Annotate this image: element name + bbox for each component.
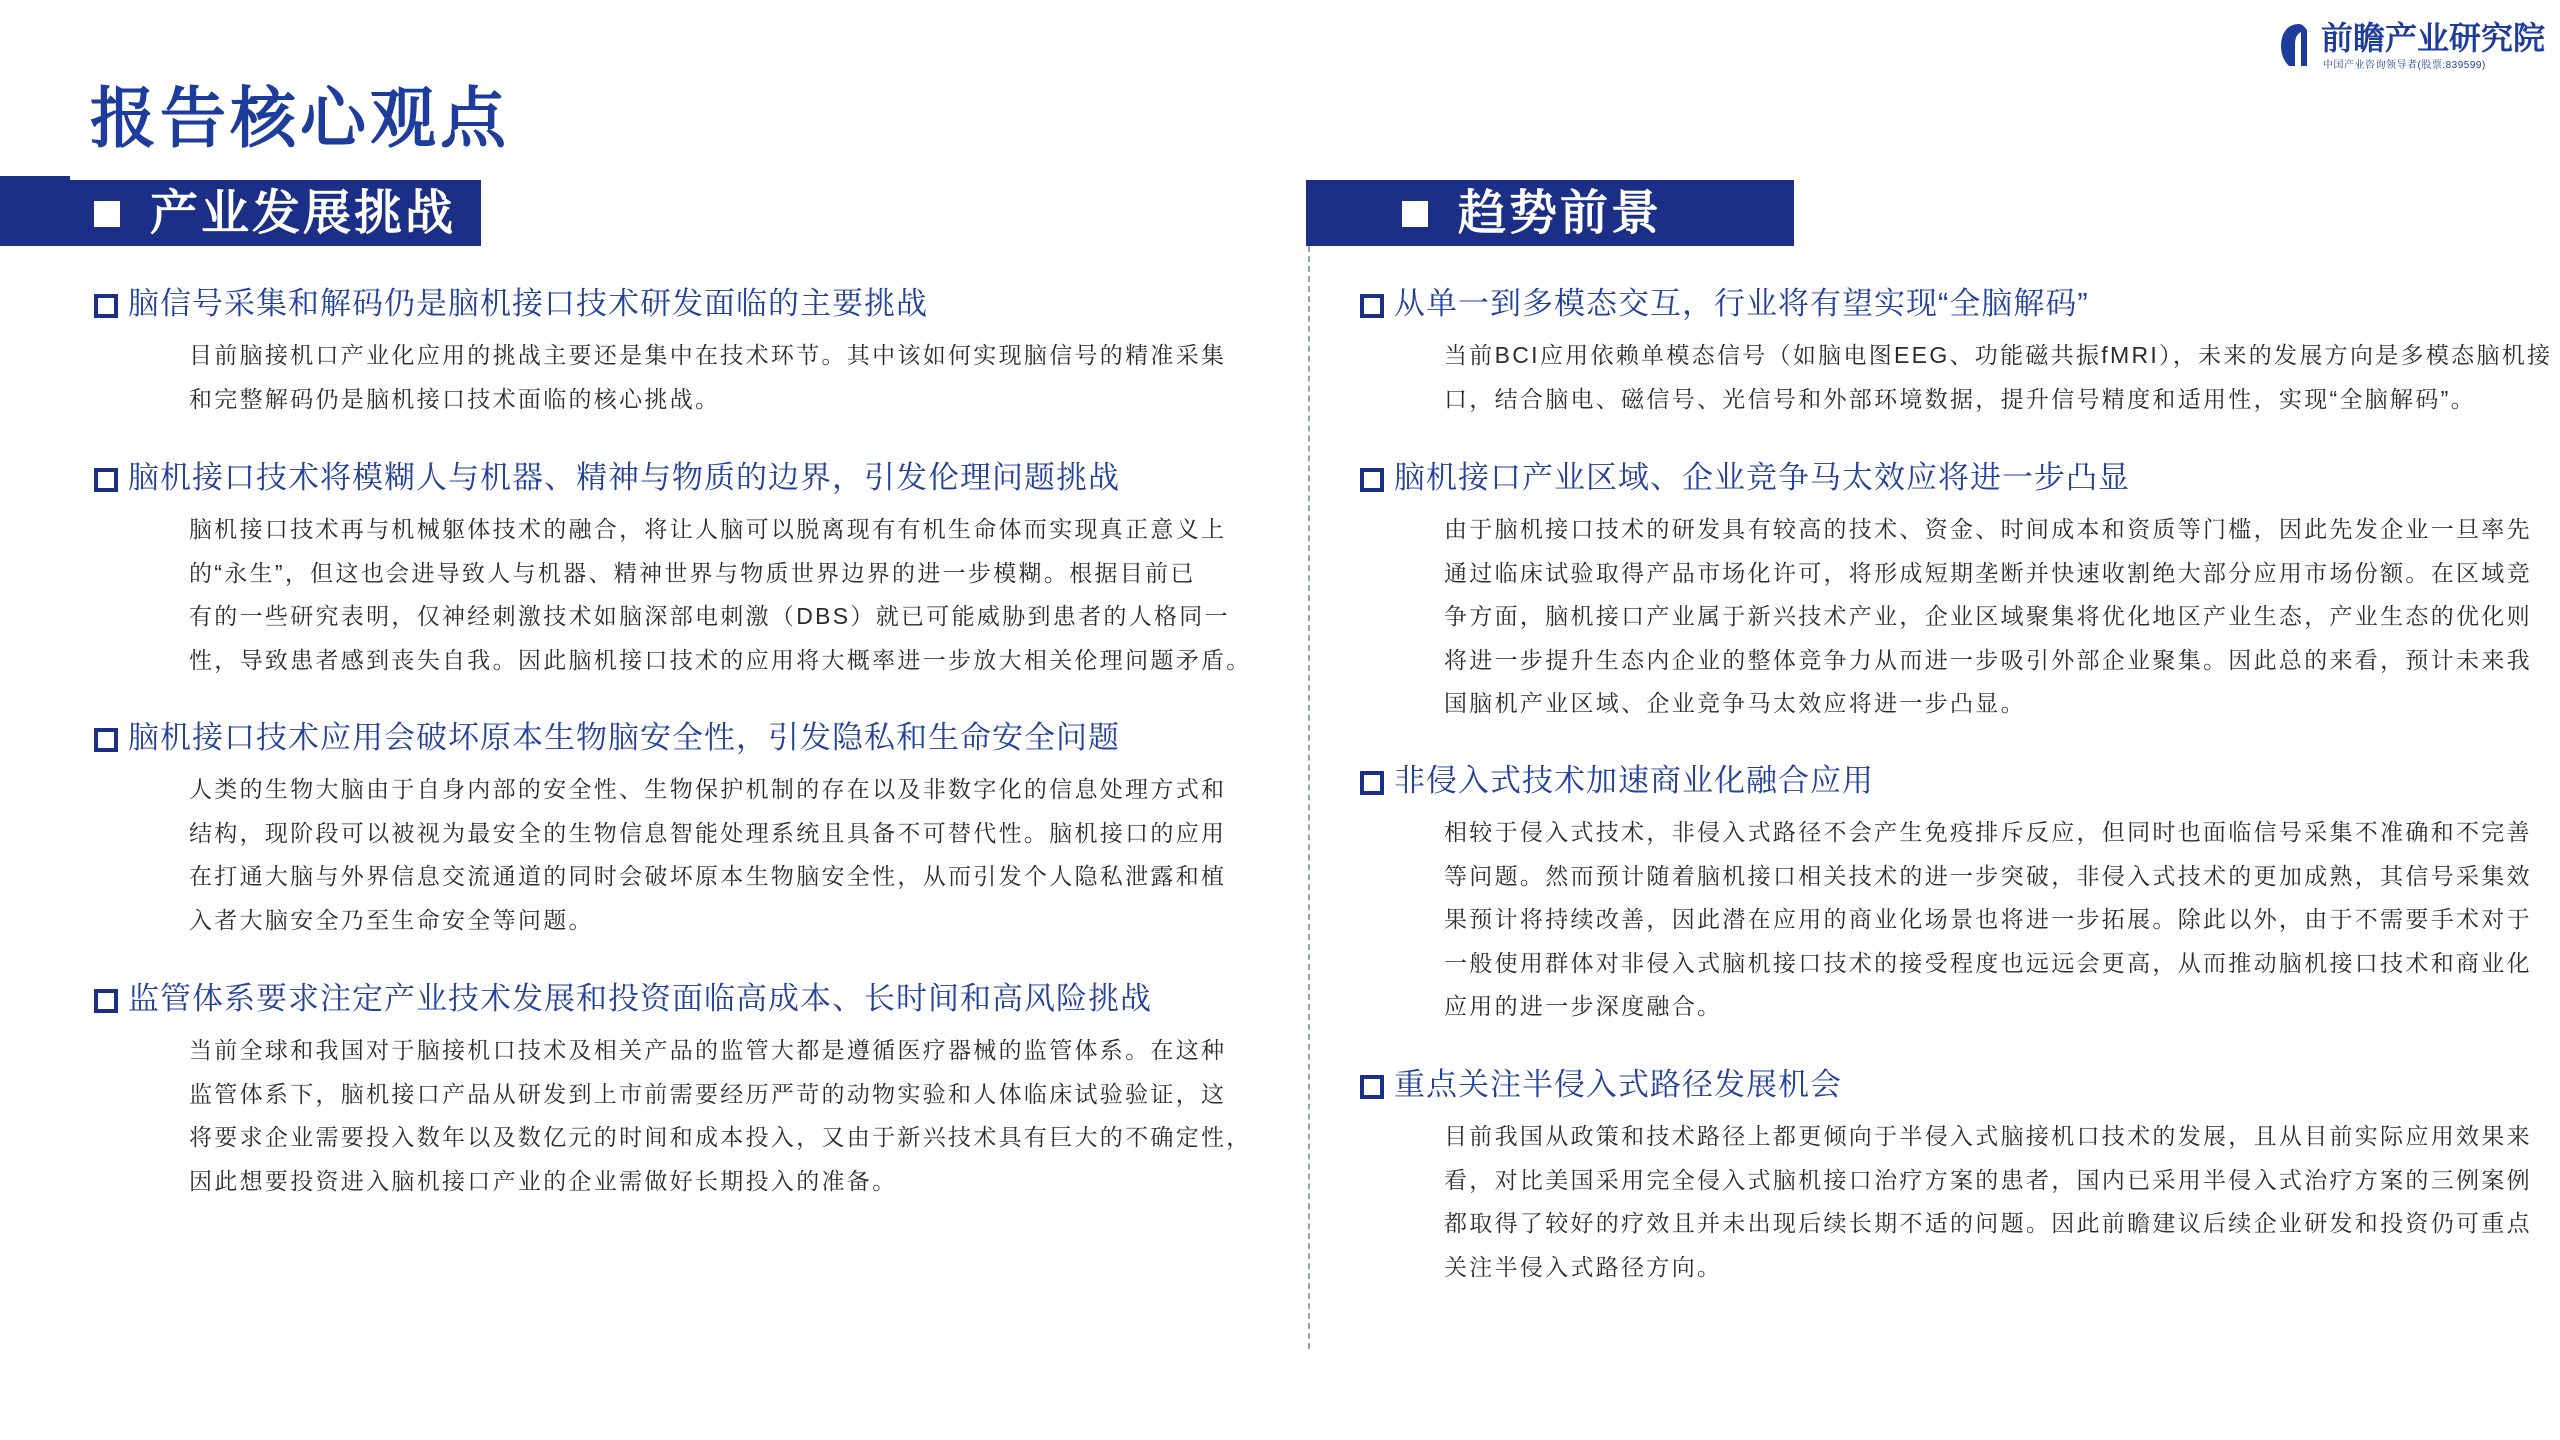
logo-icon (2281, 22, 2317, 66)
point-item (94, 284, 1226, 421)
body-line: 因此想要投资进入脑机接口产业的企业需做好长期投入的准备。 (189, 1167, 898, 1194)
checkbox-bullet-icon (94, 989, 118, 1013)
checkbox-bullet-icon (1360, 468, 1384, 492)
logo-name: 前瞻产业研究院 (2321, 20, 2546, 56)
body-line: 一般使用群体对非侵入式脑机接口技术的接受程度也远远会更高，从而推动脑机接口技术和商业化 (1444, 949, 2532, 976)
section-header-trends (1306, 180, 1794, 246)
point-heading (1360, 761, 2532, 805)
body-line: 都取得了较好的疗效且并未出现后续长期不适的问题。因此前瞻建议后续企业研发和投资仍可重点 (1444, 1210, 2532, 1236)
point-heading (1360, 284, 2552, 328)
body-line: 人类的生物大脑由于自身内部的安全性、生物保护机制的存在以及非数字化的信息处理方式和 (189, 776, 1227, 802)
body-line: 入者大脑安全乃至生命安全等问题。 (189, 906, 594, 933)
point-heading-text: 重点关注半侵入式路径发展机会 (1394, 1067, 1842, 1102)
point-body (1444, 334, 2552, 421)
body-line: 看，对比美国采用完全侵入式脑机接口治疗方案的患者，国内已采用半侵入式治疗方案的三例案例 (1444, 1166, 2532, 1193)
body-line: 国脑机产业区域、企业竞争马太效应将进一步凸显。 (1444, 690, 2026, 716)
point-heading (94, 979, 1252, 1023)
point-heading-text: 脑机接口技术将模糊人与机器、精神与物质的边界，引发伦理问题挑战 (128, 460, 1120, 495)
point-item (94, 979, 1252, 1203)
point-heading (94, 458, 1252, 502)
body-line: 相较于侵入式技术，非侵入式路径不会产生免疫排斥反应，但同时也面临信号采集不准确和不完善 (1444, 819, 2532, 845)
point-heading-text: 监管体系要求注定产业技术发展和投资面临高成本、长时间和高风险挑战 (128, 981, 1152, 1016)
point-heading-text: 非侵入式技术加速商业化融合应用 (1394, 763, 1874, 798)
body-line: 在打通大脑与外界信息交流通道的同时会破坏原本生物脑安全性，从而引发个人隐私泄露和植 (189, 863, 1227, 889)
body-line: 脑机接口技术再与机械躯体技术的融合，将让人脑可以脱离现有有机生命体而实现真正意义上 (189, 516, 1227, 542)
section-header-challenges (0, 180, 481, 246)
body-line: 应用的进一步深度融合。 (1444, 993, 1723, 1019)
point-item (1360, 284, 2552, 421)
body-line: 目前我国从政策和技术路径上都更倾向于半侵入式脑接机口技术的发展，且从目前实际应用效果来 (1444, 1123, 2532, 1149)
brand-logo (2281, 20, 2546, 70)
section-header-label: 产业发展挑战 (150, 187, 457, 240)
body-line: 争方面，脑机接口产业属于新兴技术产业，企业区域聚集将优化地区产业生态，产业生态的优化则 (1444, 603, 2532, 629)
checkbox-bullet-icon (1360, 771, 1384, 795)
point-heading-text: 脑信号采集和解码仍是脑机接口技术研发面临的主要挑战 (128, 286, 928, 321)
body-line: 结构，现阶段可以被视为最安全的生物信息智能处理系统且具备不可替代性。脑机接口的应用 (189, 819, 1227, 846)
square-bullet-icon (94, 201, 120, 227)
point-heading (94, 284, 1226, 328)
point-body (1444, 508, 2532, 726)
body-line: 的“永生”，但这也会进导致人与机器、精神世界与物质世界边界的进一步模糊。根据目前已 (189, 559, 1196, 586)
point-body (189, 508, 1252, 682)
point-heading (1360, 458, 2532, 502)
point-item (94, 458, 1252, 682)
point-body (189, 334, 1226, 421)
body-line: 口，结合脑电、磁信号、光信号和外部环境数据，提升信号精度和适用性，实现“全脑解码”。 (1444, 385, 2476, 412)
body-line: 将要求企业需要投入数年以及数亿元的时间和成本投入，又由于新兴技术具有巨大的不确定性， (189, 1124, 1252, 1150)
point-body (1444, 1115, 2532, 1289)
body-line: 等问题。然而预计随着脑机接口相关技术的进一步突破，非侵入式技术的更加成熟，其信号采集效 (1444, 862, 2532, 889)
body-line: 有的一些研究表明，仅神经刺激技术如脑深部电刺激（DBS）就已可能威胁到患者的人格同一 (189, 603, 1230, 629)
square-bullet-icon (1402, 201, 1428, 227)
point-heading-text: 脑机接口产业区域、企业竞争马太效应将进一步凸显 (1394, 460, 2130, 495)
checkbox-bullet-icon (1360, 1075, 1384, 1099)
body-line: 当前BCI应用依赖单模态信号（如脑电图EEG、功能磁共振fMRI），未来的发展方向是多模态脑机接 (1444, 342, 2553, 368)
body-line: 关注半侵入式路径方向。 (1444, 1253, 1723, 1280)
point-item (94, 718, 1226, 942)
point-heading (94, 718, 1226, 762)
point-heading (1360, 1065, 2532, 1109)
point-item (1360, 761, 2532, 1029)
checkbox-bullet-icon (94, 468, 118, 492)
body-line: 将进一步提升生态内企业的整体竞争力从而进一步吸引外部企业聚集。因此总的来看，预计未来我 (1444, 646, 2532, 673)
body-line: 果预计将持续改善，因此潜在应用的商业化场景也将进一步拓展。除此以外，由于不需要手术对于 (1444, 906, 2532, 932)
checkbox-bullet-icon (1360, 294, 1384, 318)
body-line: 和完整解码仍是脑机接口技术面临的核心挑战。 (189, 385, 721, 412)
checkbox-bullet-icon (94, 294, 118, 318)
body-line: 监管体系下，脑机接口产品从研发到上市前需要经历严苛的动物实验和人体临床试验验证，这 (189, 1080, 1227, 1107)
point-body (189, 768, 1226, 942)
body-line: 性，导致患者感到丧失自我。因此脑机接口技术的应用将大概率进一步放大相关伦理问题矛盾。 (189, 646, 1252, 673)
point-body (1444, 811, 2532, 1029)
body-line: 目前脑接机口产业化应用的挑战主要还是集中在技术环节。其中该如何实现脑信号的精准采集 (189, 342, 1227, 368)
point-heading-text: 脑机接口技术应用会破坏原本生物脑安全性，引发隐私和生命安全问题 (128, 720, 1120, 755)
page-title: 报告核心观点 (90, 81, 510, 155)
checkbox-bullet-icon (94, 728, 118, 752)
body-line: 通过临床试验取得产品市场化许可，将形成短期垄断并快速收割绝大部分应用市场份额。在区域竞 (1444, 559, 2532, 586)
body-line: 当前全球和我国对于脑接机口技术及相关产品的监管大都是遵循医疗器械的监管体系。在这种 (189, 1037, 1227, 1063)
body-line: 由于脑机接口技术的研发具有较高的技术、资金、时间成本和资质等门槛，因此先发企业一旦率先 (1444, 516, 2532, 542)
point-body (189, 1029, 1252, 1203)
logo-subtitle: 中国产业咨询领导者(股票:839599) (2323, 60, 2486, 71)
section-header-label: 趋势前景 (1458, 187, 1663, 240)
point-heading-text: 从单一到多模态交互，行业将有望实现“全脑解码” (1394, 286, 2089, 321)
point-item (1360, 458, 2532, 726)
column-divider (1308, 246, 1310, 1349)
point-item (1360, 1065, 2532, 1289)
